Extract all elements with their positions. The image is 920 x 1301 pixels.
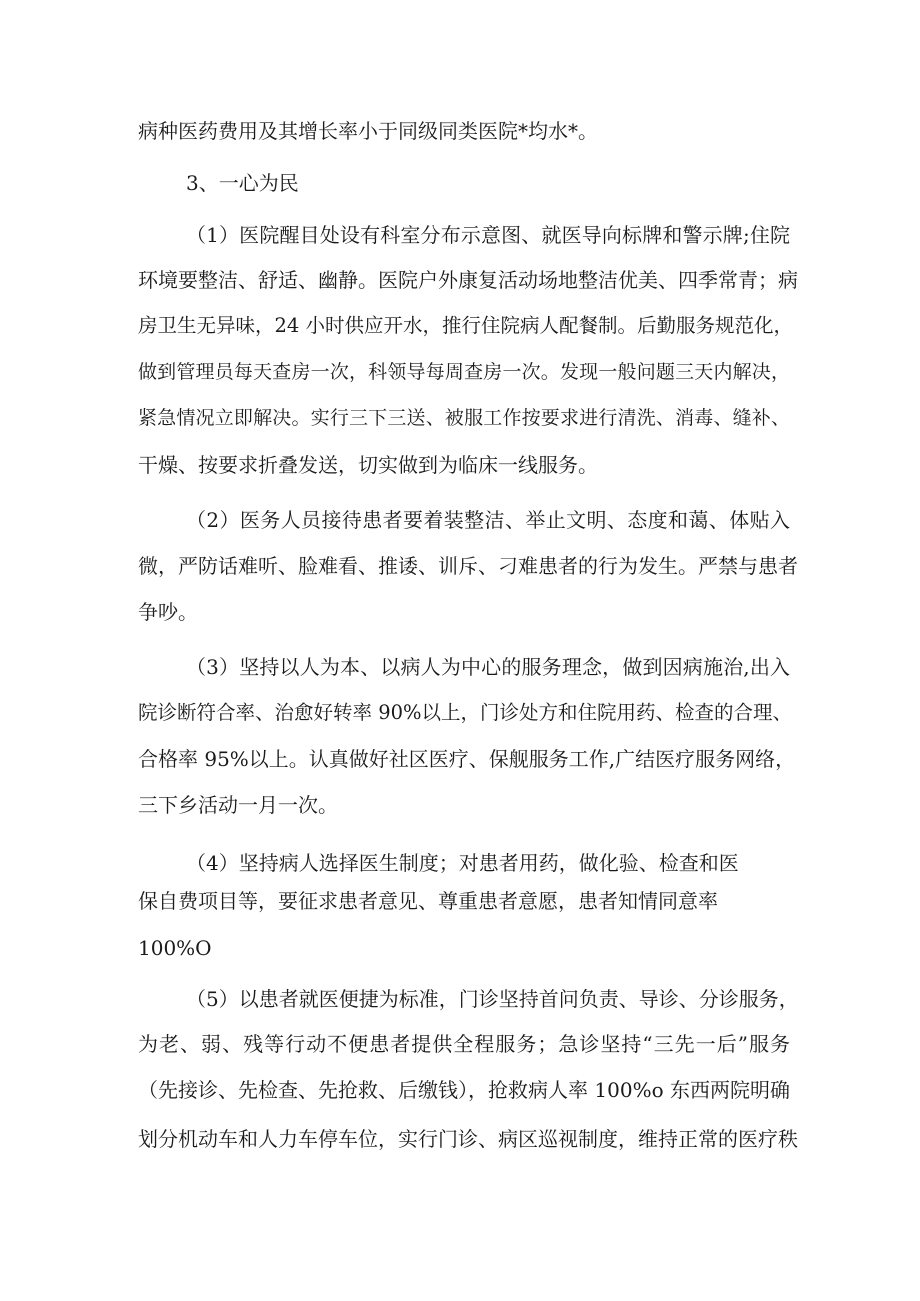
paragraph-2-line-3: 争吵。 xyxy=(138,600,198,624)
paragraph-4-line-2: 保自费项目等，要征求患者意见、尊重患者意愿，患者知情同意率 xyxy=(138,889,718,913)
paragraph-3-line-2: 院诊断符合率、治愈好转率 90%以上，门诊处方和住院用药、检查的合理、 xyxy=(138,701,793,724)
paragraph-3-line-4: 三下乡活动一月一次。 xyxy=(138,793,338,817)
paragraph-2-line-1: （2）医务人员接待患者要着装整洁、举止文明、态度和蔼、体贴入 xyxy=(186,508,790,532)
paragraph-1-line-3: 房卫生无异味，24 小时供应开水，推行住院病人配餐制。后勤服务规范化， xyxy=(138,314,794,337)
paragraph-2-line-2: 微，严防话难听、脸难看、推诿、训斥、刁难患者的行为发生。严禁与患者 xyxy=(138,554,798,578)
section-title: 3、一心为民 xyxy=(186,171,299,195)
paragraph-3-line-1: （3）坚持以人为本、以病人为中心的服务理念，做到因病施治,出入 xyxy=(186,655,790,679)
paragraph-3-line-3: 合格率 95%以上。认真做好社区医疗、保舰服务工作,广结医疗服务网络， xyxy=(138,747,796,771)
paragraph-1-line-4: 做到管理员每天查房一次，科领导每周查房一次。发现一般问题三天内解决， xyxy=(138,361,790,383)
paragraph-5-line-2: 为老、弱、残等行动不便患者提供全程服务；急诊坚持“三先一后”服务 xyxy=(138,1032,790,1056)
paragraph-5-line-1: （5）以患者就医便捷为标准，门诊坚持首问负责、导诊、分诊服务， xyxy=(186,987,799,1011)
paragraph-1-line-1: （1）医院醒目处设有科室分布示意图、就医导向标牌和警示牌;住院 xyxy=(186,223,790,247)
intro-line: 病种医药费用及其增长率小于同级同类医院*均水*。 xyxy=(138,119,598,143)
paragraph-5-line-3: （先接诊、先检查、先抢救、后缴钱），抢救病人率 100%o 东西两院明确 xyxy=(138,1078,790,1102)
paragraph-1-line-2: 环境要整洁、舒适、幽静。医院户外康复活动场地整洁优美、四季常青；病 xyxy=(138,268,798,292)
paragraph-5-line-4: 划分机动车和人力车停车位，实行门诊、病区巡视制度，维持正常的医疗秩 xyxy=(138,1127,798,1151)
paragraph-4-line-3: 100%O xyxy=(138,936,212,960)
paragraph-1-line-5: 紧急情况立即解决。实行三下三送、被服工作按要求进行清洗、消毒、缝补、 xyxy=(138,407,790,429)
paragraph-1-line-6: 干燥、按要求折叠发送，切实做到为临床一线服务。 xyxy=(138,453,598,477)
paragraph-4-line-1: （4）坚持病人选择医生制度；对患者用药，做化验、检查和医 xyxy=(186,851,739,875)
